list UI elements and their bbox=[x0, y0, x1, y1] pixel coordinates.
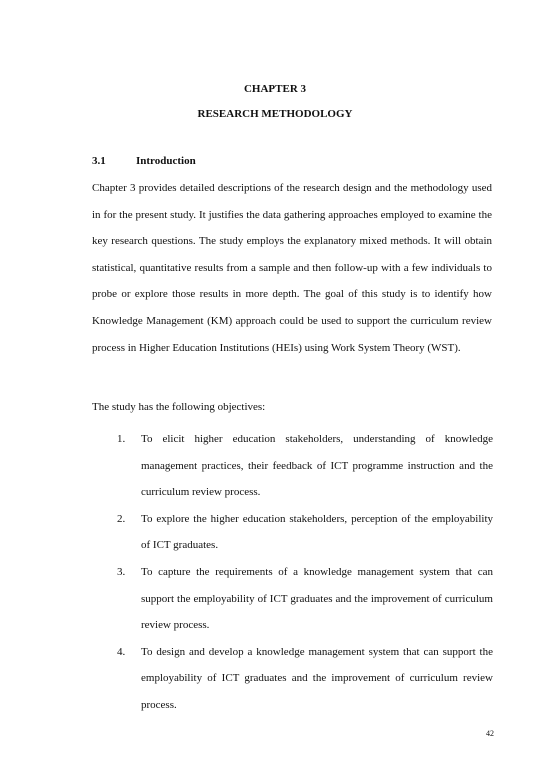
objective-marker: 4. bbox=[117, 645, 126, 658]
page-number: 42 bbox=[486, 729, 494, 738]
chapter-subtitle: RESEARCH METHODOLOGY bbox=[197, 108, 353, 120]
objective-item bbox=[117, 426, 493, 506]
section-heading bbox=[92, 155, 196, 167]
objective-marker: 2. bbox=[117, 512, 126, 525]
objectives-list bbox=[117, 426, 493, 719]
objective-text: To elicit higher education stakeholders, understanding of knowledge management practices, their feedback of ICT programme instruction and the curriculum review process. bbox=[141, 433, 493, 499]
intro-paragraph: Chapter 3 provides detailed descriptions of the research design and the methodology used in for the present study. It justifies the data gathering approaches employed to examine the key research questions. The study employs the explanatory mixed methods. It will obtain statistical, quantitative results from a sample and then follow-up with a few individuals to probe or explore those results in more depth. The goal of this study is to identify how Knowledge Management (KM) approach could be used to support the curriculum review process in Higher Education Institutions (HEIs) using Work System Theory (WST). bbox=[92, 182, 492, 354]
section-title: Introduction bbox=[136, 155, 196, 167]
objective-text: To design and develop a knowledge management system that can support the employability of ICT graduates and the improvement of curriculum review process. bbox=[141, 645, 493, 711]
objective-item bbox=[117, 639, 493, 719]
chapter-title: CHAPTER 3 bbox=[243, 83, 307, 95]
objectives-intro: The study has the following objectives: bbox=[92, 401, 266, 413]
section-number: 3.1 bbox=[92, 155, 106, 167]
objective-text: To explore the higher education stakeholders, perception of the employability of ICT graduates. bbox=[141, 512, 493, 552]
objective-text: To capture the requirements of a knowledge management system that can support the employability of ICT graduates and the improvement of curriculum review process. bbox=[141, 565, 493, 632]
objective-marker: 3. bbox=[117, 565, 126, 578]
objective-marker: 1. bbox=[117, 433, 126, 445]
objective-item bbox=[117, 559, 493, 639]
objective-item bbox=[117, 506, 493, 559]
